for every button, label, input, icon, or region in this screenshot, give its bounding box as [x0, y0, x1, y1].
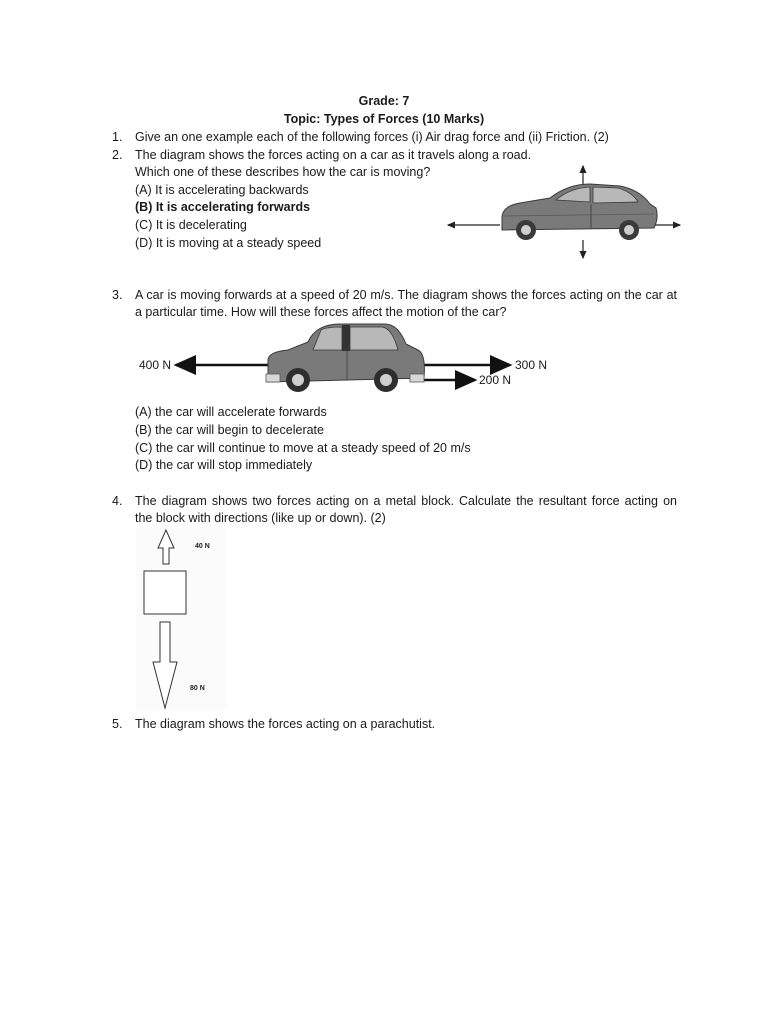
q2-car-diagram: [440, 160, 690, 265]
hatchback-car-icon: [266, 324, 424, 392]
q4-line2: the block with directions (like up or down). (2): [135, 511, 386, 525]
q2-option-b: (B) It is accelerating forwards: [135, 200, 311, 214]
q4-force-down-label: 80 N: [190, 685, 205, 692]
q2-option-c: (C) It is decelerating: [135, 218, 247, 232]
sedan-car-icon: [502, 184, 657, 240]
grade-heading: Grade: 7: [358, 94, 410, 108]
metal-block: [144, 571, 186, 614]
q3-option-a: (A) the car will accelerate forwards: [135, 405, 327, 419]
q1-text: Give an one example each of the following forces (i) Air drag force and (ii) Friction. (2): [135, 130, 609, 144]
q3-number: 3.: [112, 288, 123, 302]
q4-force-up-label: 40 N: [195, 543, 210, 550]
q3-line2: a particular time. How will these forces affect the motion of the car?: [135, 305, 507, 319]
q3-option-c: (C) the car will continue to move at a steady speed of 20 m/s: [135, 441, 471, 455]
q3-force-left-label: 400 N: [139, 358, 172, 372]
q4-line1: The diagram shows two forces acting on a metal block. Calculate the resultant force acting on: [135, 494, 677, 508]
q3-force-right-bottom-label: 200 N: [479, 373, 512, 387]
q2-option-d: (D) It is moving at a steady speed: [135, 236, 322, 250]
q4-number: 4.: [112, 494, 123, 508]
topic-heading: Topic: Types of Forces (10 Marks): [283, 112, 485, 126]
q3-force-right-top-label: 300 N: [515, 358, 548, 372]
q3-option-d: (D) the car will stop immediately: [135, 458, 313, 472]
q3-car-diagram: [170, 320, 520, 400]
q2-line2: Which one of these describes how the car is moving?: [135, 165, 431, 179]
q1-number: 1.: [112, 130, 123, 144]
q3-line1: A car is moving forwards at a speed of 20 m/s. The diagram shows the forces acting on the car at: [135, 288, 677, 302]
q2-number: 2.: [112, 148, 123, 162]
q5-number: 5.: [112, 717, 123, 731]
q3-option-b: (B) the car will begin to decelerate: [135, 423, 324, 437]
q4-block-diagram: [136, 528, 226, 710]
q5-text: The diagram shows the forces acting on a parachutist.: [135, 717, 436, 731]
q2-option-a: (A) It is accelerating backwards: [135, 183, 309, 197]
q2-line1: The diagram shows the forces acting on a car as it travels along a road.: [135, 148, 532, 162]
